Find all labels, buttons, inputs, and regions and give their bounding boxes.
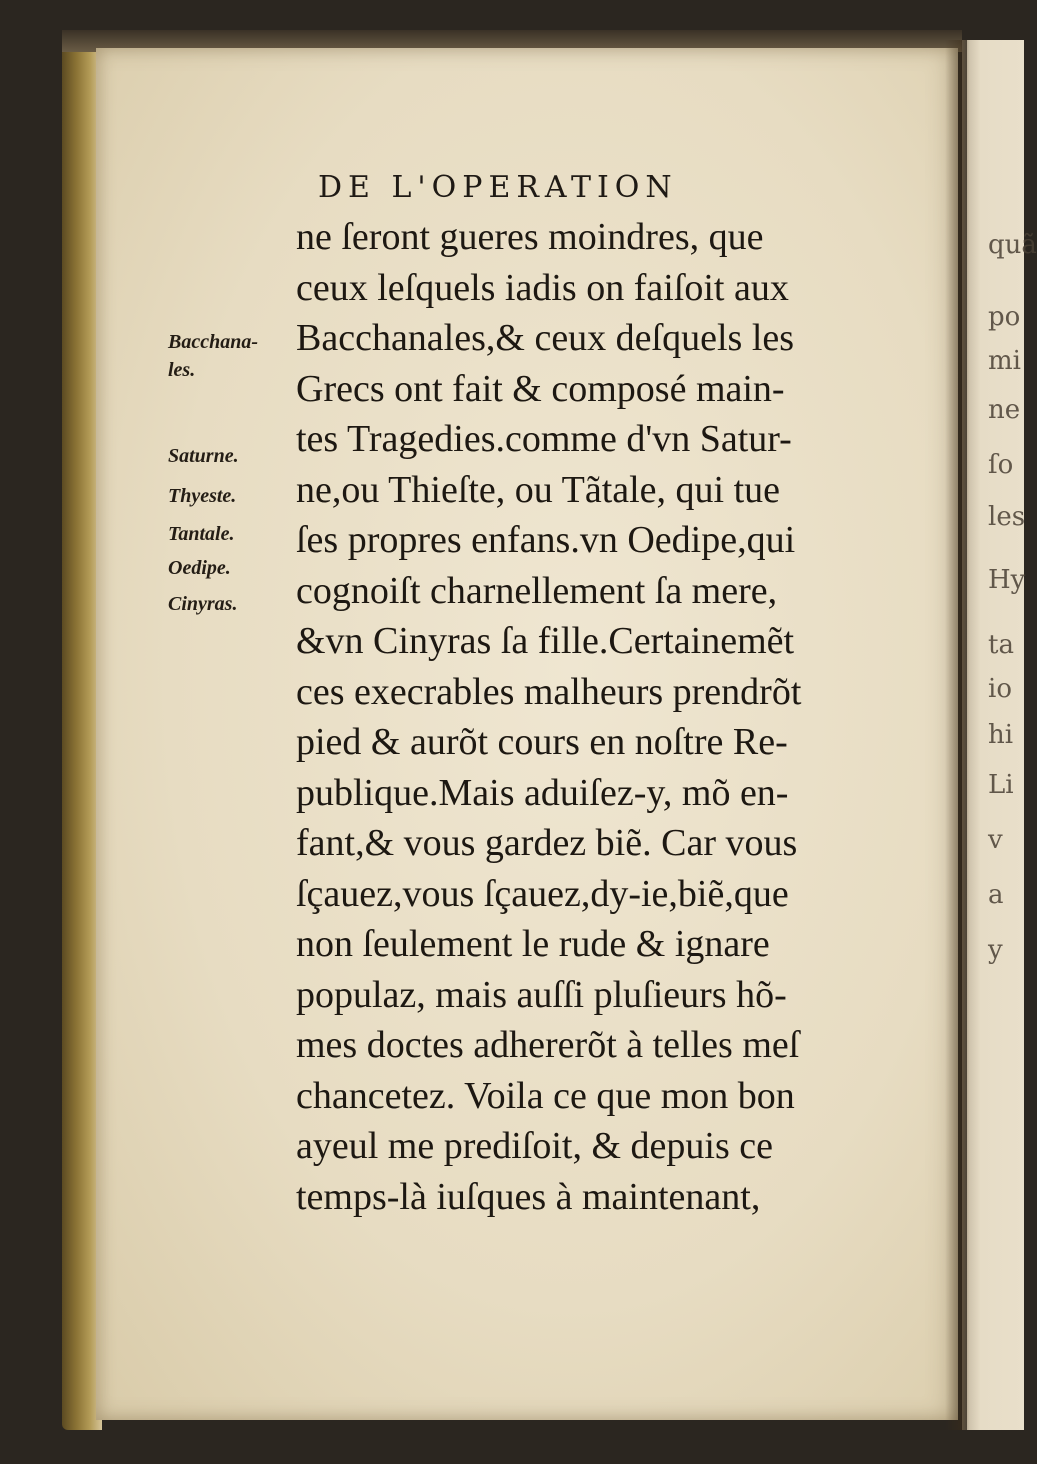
adjacent-text: y <box>988 935 1003 965</box>
text-line: Bacchanales,& ceux deſquels les <box>296 317 795 359</box>
margin-note-cinyras: Cinyras. <box>168 593 238 615</box>
text-line: chancetez. Voila ce que mon bon <box>296 1074 795 1117</box>
adjacent-text: mi <box>988 346 1021 376</box>
adjacent-text: a <box>988 880 1004 910</box>
text-line: tes Tragedies.comme d'vn Satur- <box>296 418 792 460</box>
margin-note-saturne: Saturne. <box>168 445 239 467</box>
adjacent-text: po <box>988 302 1021 332</box>
text-line: cognoiſt charnellement ſa mere, <box>296 569 778 612</box>
gutter-shadow <box>945 40 967 1430</box>
adjacent-text: Li <box>988 770 1014 800</box>
adjacent-text: v <box>988 825 1003 855</box>
body-text <box>296 212 896 1222</box>
running-head: DE L'OPERATION <box>318 170 678 205</box>
text-line: non ſeulement le rude & ignare <box>296 923 770 965</box>
adjacent-page <box>962 40 1037 1430</box>
text-line: temps-là iuſques à maintenant, <box>296 1175 761 1218</box>
text-line: pied & aurõt cours en noſtre Re- <box>296 721 788 763</box>
text-line: ne,ou Thieſte, ou Tãtale, qui tue <box>296 468 781 511</box>
text-line: mes doctes adhererõt à telles meſ <box>296 1024 800 1066</box>
adjacent-text: Hy <box>988 565 1026 595</box>
text-line: ayeul me prediſoit, & depuis ce <box>296 1125 773 1167</box>
text-line: ſes propres enfans.vn Oedipe,qui <box>296 519 796 561</box>
adjacent-text: io <box>988 674 1012 704</box>
margin-note-thyeste: Thyeste. <box>168 485 237 507</box>
margin-note-bacchanales-cont: les. <box>168 359 196 381</box>
margin-note-tantale: Tantale. <box>168 523 235 545</box>
margin-note-bacchanales: Bacchana- <box>168 331 258 353</box>
text-line: ceux leſquels iadis on faiſoit aux <box>296 266 789 309</box>
text-line: ſçauez,vous ſçauez,dy-ie,biẽ,que <box>296 872 789 915</box>
text-line: fant,& vous gardez biẽ. Car vous <box>296 822 798 864</box>
adjacent-text: les <box>988 502 1026 532</box>
text-line: ne ſeront gueres moindres, que <box>296 216 764 258</box>
margin-note-oedipe: Oedipe. <box>168 557 231 579</box>
adjacent-text: hi <box>988 720 1014 750</box>
adjacent-text: ſo <box>988 450 1014 480</box>
adjacent-text: ne <box>988 395 1021 425</box>
text-line: Grecs ont fait & composé main- <box>296 367 785 410</box>
text-line: &vn Cinyras ſa fille.Certainemẽt <box>296 620 795 662</box>
text-line: populaz, mais auſſi pluſieurs hõ- <box>296 973 787 1016</box>
text-line: ces execrables malheurs prendrõt <box>296 670 802 713</box>
text-line: publique.Mais aduiſez-y, mõ en- <box>296 771 789 814</box>
adjacent-text: quã <box>988 230 1037 260</box>
adjacent-text: ta <box>988 630 1014 660</box>
